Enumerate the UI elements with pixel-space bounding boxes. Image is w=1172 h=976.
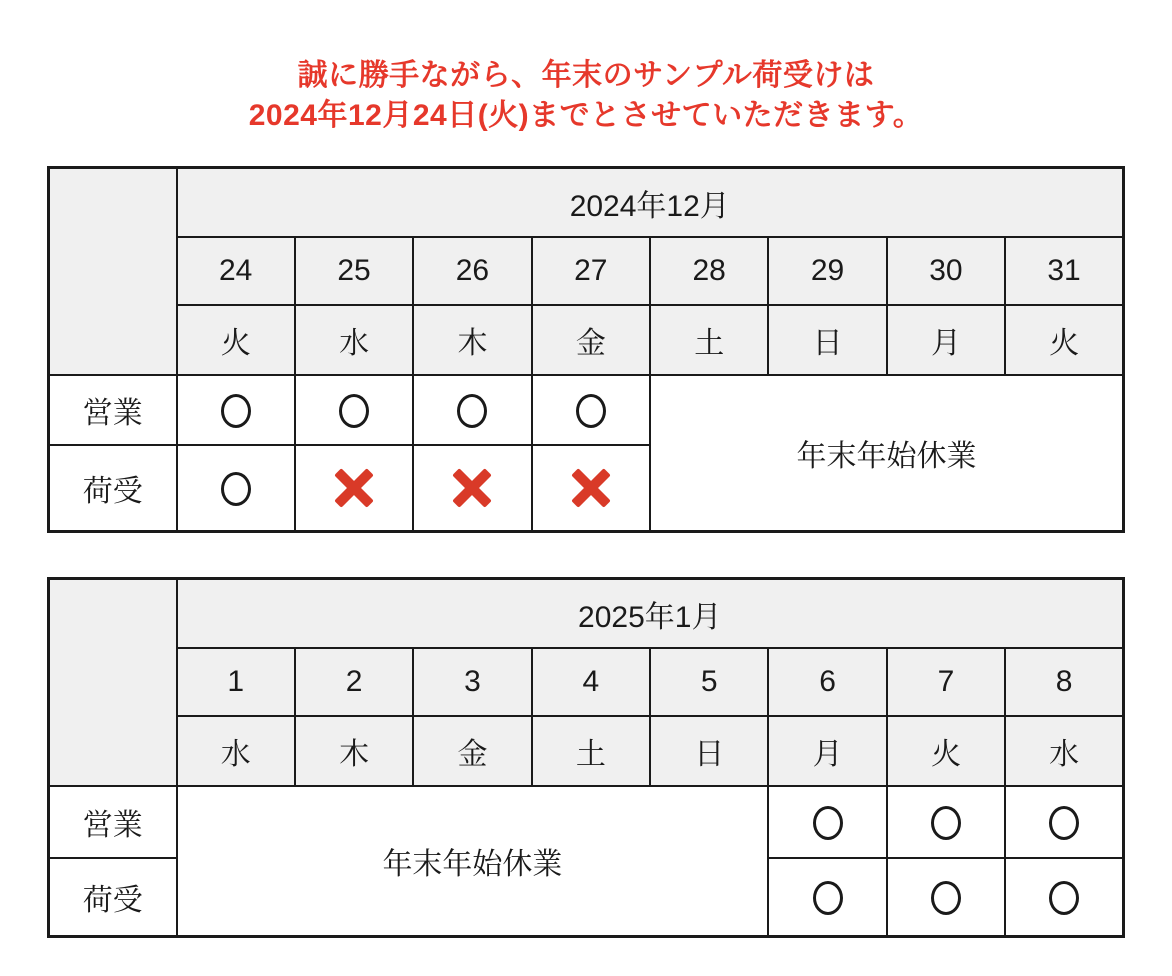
weekday-cell: 土 [532,716,650,786]
weekday-cell: 金 [532,305,650,375]
mark-cell [177,445,295,531]
weekday-cell: 木 [295,716,413,786]
date-cell: 25 [295,237,413,305]
circle-mark-icon [221,394,251,428]
circle-mark-icon [1049,806,1079,840]
row-label-business: 営業 [49,375,177,445]
date-cell: 7 [887,648,1005,716]
corner-cell [49,578,177,786]
cross-mark-icon [335,469,373,507]
date-cell: 2 [295,648,413,716]
mark-cell [1005,786,1123,858]
notice-text [0,0,1172,136]
date-cell: 4 [532,648,650,716]
mark-cell [532,375,650,445]
date-cell: 5 [650,648,768,716]
date-cell: 8 [1005,648,1123,716]
business-row [49,375,1124,445]
circle-mark-icon [813,806,843,840]
circle-mark-icon [221,472,251,506]
date-cell: 28 [650,237,768,305]
date-cell: 26 [413,237,531,305]
weekday-cell: 月 [887,305,1005,375]
weekday-cell: 月 [768,716,886,786]
date-cell: 30 [887,237,1005,305]
notice-line2: 2024年12月24日(火)までとさせていただきます。 [248,98,924,132]
date-cell: 31 [1005,237,1123,305]
date-cell: 6 [768,648,886,716]
circle-mark-icon [457,394,487,428]
weekday-cell: 土 [650,305,768,375]
row-label-business: 営業 [49,786,177,858]
circle-mark-icon [931,881,961,915]
mark-cell [413,445,531,531]
mark-cell [413,375,531,445]
mark-cell [295,445,413,531]
business-row [49,786,1124,858]
month-title: 2024年12月 [177,167,1124,237]
weekday-cell: 日 [768,305,886,375]
weekday-row [49,305,1124,375]
mark-cell [768,786,886,858]
mark-cell [887,786,1005,858]
date-cell: 29 [768,237,886,305]
circle-mark-icon [339,394,369,428]
calendar-table-december-2024 [47,166,1125,533]
mark-cell [295,375,413,445]
mark-cell [1005,858,1123,936]
title-row [49,167,1124,237]
date-row [49,648,1124,716]
title-row [49,578,1124,648]
mark-cell [532,445,650,531]
circle-mark-icon [931,806,961,840]
weekday-cell: 火 [1005,305,1123,375]
circle-mark-icon [1049,881,1079,915]
mark-cell [887,858,1005,936]
month-title: 2025年1月 [177,578,1124,648]
mark-cell [177,375,295,445]
notice-line1: 誠に勝手ながら、年末のサンプル荷受けは [297,59,875,92]
weekday-cell: 金 [413,716,531,786]
weekday-cell: 水 [295,305,413,375]
date-cell: 3 [413,648,531,716]
holiday-cell: 年末年始休業 [650,375,1124,531]
date-cell: 24 [177,237,295,305]
circle-mark-icon [813,881,843,915]
cross-mark-icon [572,469,610,507]
calendar-table-january-2025 [47,577,1125,938]
date-row [49,237,1124,305]
date-cell: 27 [532,237,650,305]
mark-cell [768,858,886,936]
weekday-cell: 水 [1005,716,1123,786]
weekday-row [49,716,1124,786]
weekday-cell: 火 [177,305,295,375]
weekday-cell: 火 [887,716,1005,786]
holiday-cell: 年末年始休業 [177,786,769,936]
weekday-cell: 水 [177,716,295,786]
circle-mark-icon [576,394,606,428]
weekday-cell: 日 [650,716,768,786]
row-label-receiving: 荷受 [49,858,177,936]
corner-cell [49,167,177,375]
date-cell: 1 [177,648,295,716]
row-label-receiving: 荷受 [49,445,177,531]
cross-mark-icon [453,469,491,507]
weekday-cell: 木 [413,305,531,375]
